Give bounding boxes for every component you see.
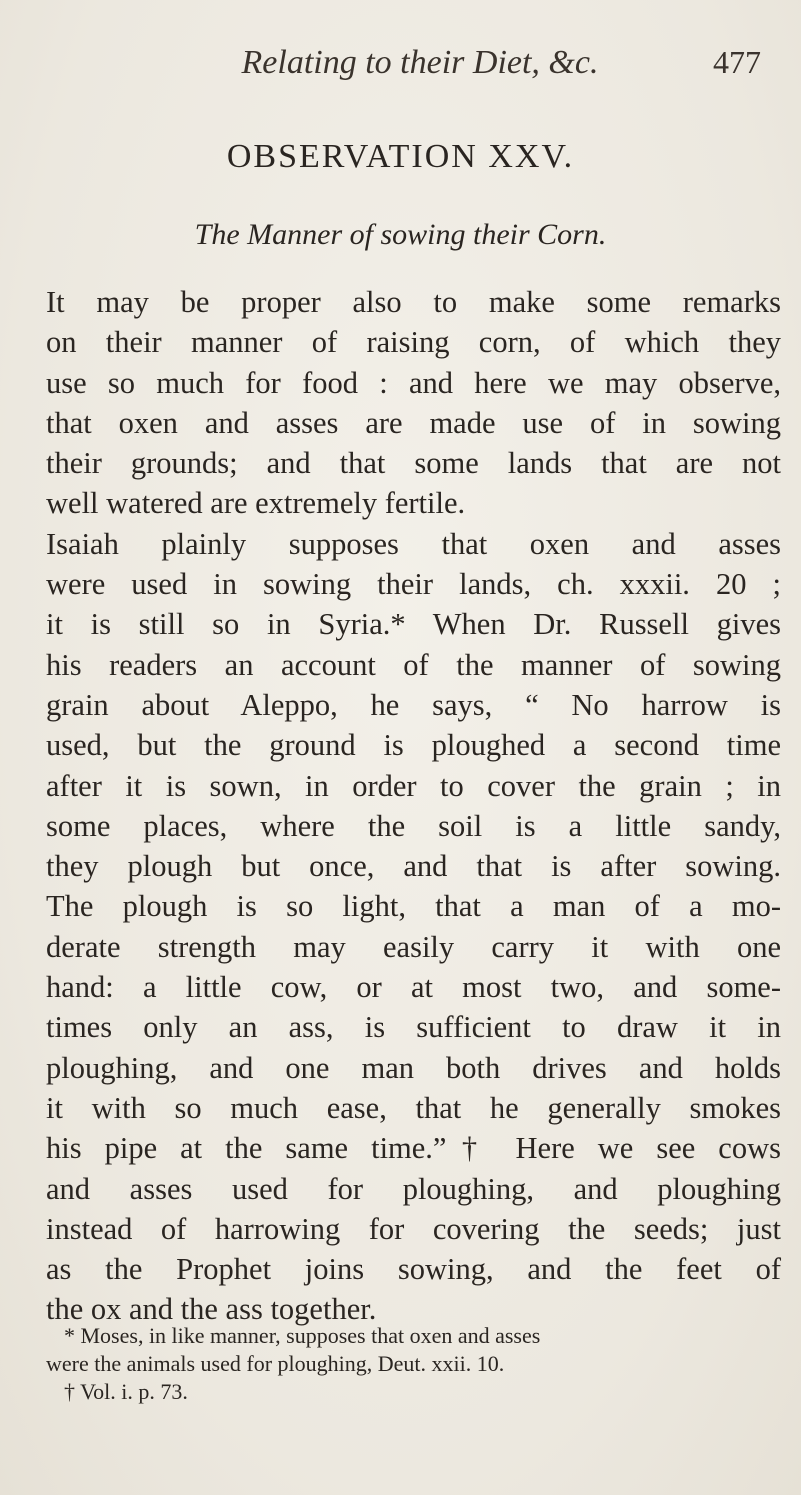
text-line: Isaiah plainly supposes that oxen and asses xyxy=(46,526,781,561)
body-text xyxy=(46,282,781,1330)
text-line: his pipe at the same time.”† Here we see cows xyxy=(46,1131,781,1166)
text-line: they plough but once, and that is after sowing. xyxy=(46,849,781,884)
text-line: the ox and the ass together. xyxy=(46,1292,377,1327)
text-line: their grounds; and that some lands that are not xyxy=(46,446,781,481)
text-line: were used in sowing their lands, ch. xxxii. 20 ; xyxy=(46,567,781,602)
section-subtitle: The Manner of sowing their Corn. xyxy=(194,218,607,251)
text-line: after it is sown, in order to cover the grain ; in xyxy=(46,768,781,803)
text-line: some places, where the soil is a little sandy, xyxy=(46,808,781,843)
text-line: well watered are extremely fertile. xyxy=(46,486,466,521)
footnote: * Moses, in like manner, supposes that oxen and asses xyxy=(64,1323,541,1348)
text-line: It may be proper also to make some remarks xyxy=(46,285,781,319)
text-line: The plough is so light, that a man of a mo- xyxy=(46,889,781,924)
page-number: 477 xyxy=(713,44,761,80)
text-line: it with so much ease, that he generally smokes xyxy=(46,1090,781,1125)
text-line: derate strength may easily carry it with one xyxy=(46,929,781,964)
text-line: used, but the ground is ploughed a second time xyxy=(46,728,781,763)
text-line: his readers an account of the manner of sowing xyxy=(46,647,781,682)
text-line: instead of harrowing for covering the seeds; just xyxy=(46,1211,781,1246)
footnotes xyxy=(46,1322,764,1406)
text-line: it is still so in Syria.* When Dr. Russell gives xyxy=(46,607,781,642)
text-line: as the Prophet joins sowing, and the feet of xyxy=(46,1252,781,1287)
text-line: grain about Aleppo, he says, “ No harrow is xyxy=(46,687,781,722)
footnote: † Vol. i. p. 73. xyxy=(64,1379,188,1404)
text-line: times only an ass, is sufficient to draw it in xyxy=(46,1010,781,1045)
text-line: use so much for food : and here we may observe, xyxy=(46,365,781,400)
section-heading: OBSERVATION XXV. xyxy=(226,138,575,175)
text-line: on their manner of raising corn, of which they xyxy=(46,325,781,360)
text-line: that oxen and asses are made use of in sowing xyxy=(46,405,781,440)
footnote-continuation: were the animals used for ploughing, Deut. xxii. 10. xyxy=(46,1351,505,1376)
text-line: hand: a little cow, or at most two, and some- xyxy=(46,970,781,1005)
text-line: and asses used for ploughing, and ploughing xyxy=(46,1171,781,1206)
running-head: Relating to their Diet, &c. xyxy=(241,44,599,81)
text-line: ploughing, and one man both drives and holds xyxy=(46,1050,781,1085)
